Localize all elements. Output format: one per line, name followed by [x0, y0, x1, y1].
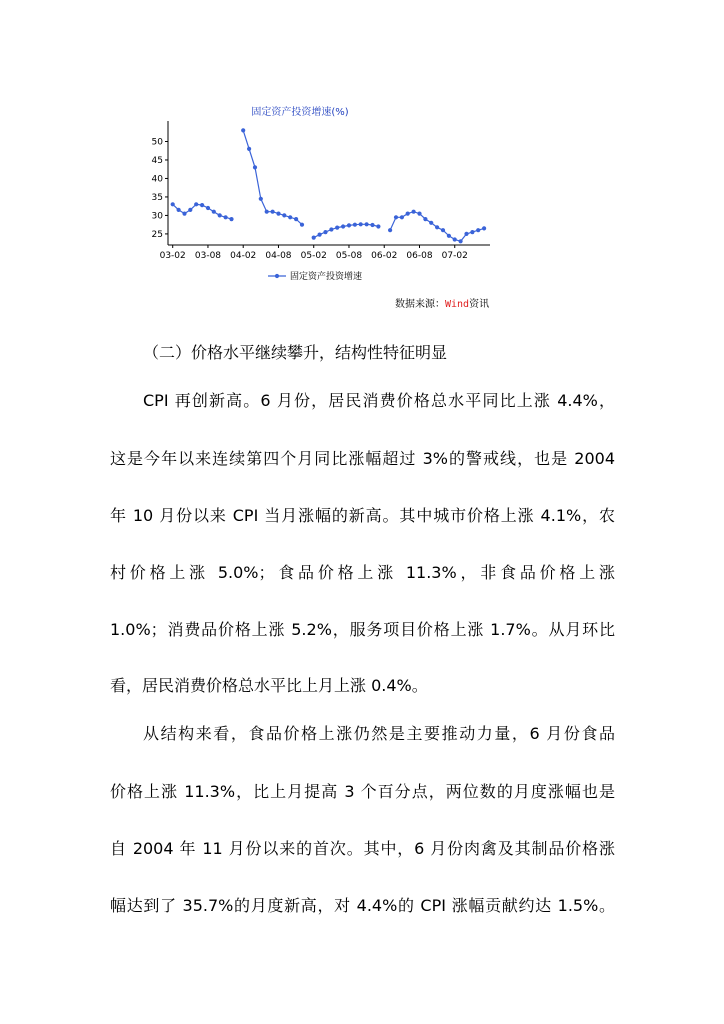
paragraph-1-line-2: 这是今年以来连续第四个月同比涨幅超过 3%的警戒线，也是 2004 — [110, 449, 615, 468]
data-point — [218, 213, 222, 217]
data-point — [359, 222, 363, 226]
data-point — [288, 215, 292, 219]
data-point — [229, 217, 233, 221]
data-point — [182, 212, 186, 216]
data-point — [329, 227, 333, 231]
data-point — [476, 228, 480, 232]
y-tick-label: 45 — [151, 155, 163, 166]
y-tick-label: 40 — [151, 174, 163, 185]
data-point — [417, 212, 421, 216]
data-point — [406, 212, 410, 216]
legend-marker — [275, 274, 279, 278]
source-suffix: 资讯 — [469, 299, 490, 310]
data-point — [412, 210, 416, 214]
data-point — [171, 202, 175, 206]
x-tick-label: 07-02 — [441, 251, 468, 261]
data-point — [224, 215, 228, 219]
series-line — [314, 224, 379, 237]
data-point — [341, 224, 345, 228]
data-point — [265, 210, 269, 214]
y-tick-label: 25 — [151, 229, 163, 240]
data-point — [177, 208, 181, 212]
x-tick-label: 05-08 — [335, 251, 363, 261]
data-point — [312, 236, 316, 240]
data-point — [259, 197, 263, 201]
chart-figure — [110, 95, 510, 315]
data-point — [394, 215, 398, 219]
data-point — [370, 223, 374, 227]
x-tick-label: 06-02 — [371, 251, 398, 261]
chart-title: 固定资产投资增速(%) — [251, 107, 349, 118]
data-point — [347, 223, 351, 227]
data-point — [459, 239, 463, 243]
data-point — [194, 202, 198, 206]
paragraph-1-line-6: 看，居民消费价格总水平比上月上涨 0.4%。 — [110, 676, 428, 695]
data-point — [376, 224, 380, 228]
source-prefix: 数据来源： — [395, 299, 445, 310]
paragraph-1-line-1: CPI 再创新高。6 月份，居民消费价格总水平同比上涨 4.4%， — [143, 391, 615, 410]
x-tick-label: 03-08 — [194, 251, 222, 261]
data-point — [206, 206, 210, 210]
data-point — [423, 217, 427, 221]
paragraph-2-line-4: 幅达到了 35.7%的月度新高，对 4.4%的 CPI 涨幅贡献约达 1.5%。 — [110, 896, 615, 915]
x-tick-label: 04-02 — [230, 251, 257, 261]
data-point — [482, 226, 486, 230]
data-point — [453, 237, 457, 241]
data-point — [318, 233, 322, 237]
data-point — [200, 203, 204, 207]
y-tick-label: 35 — [151, 192, 163, 203]
data-point — [253, 165, 257, 169]
chart-svg — [110, 95, 510, 315]
data-point — [212, 210, 216, 214]
data-point — [470, 230, 474, 234]
data-point — [241, 128, 245, 132]
x-tick-label: 04-08 — [265, 251, 292, 261]
paragraph-2-line-3: 自 2004 年 11 月份以来的首次。其中，6 月份肉禽及其制品价格涨 — [110, 839, 615, 858]
paragraph-2-line-2: 价格上涨 11.3%，比上月提高 3 个百分点，两位数的月度涨幅也是 — [110, 782, 615, 801]
data-point — [429, 221, 433, 225]
data-point — [400, 215, 404, 219]
source-brand: Wind — [445, 299, 470, 310]
data-point — [276, 212, 280, 216]
data-point — [353, 223, 357, 227]
x-tick-label: 03-02 — [159, 251, 186, 261]
data-point — [435, 225, 439, 229]
data-point — [294, 217, 298, 221]
x-tick-label: 06-08 — [406, 251, 433, 261]
data-point — [282, 213, 286, 217]
y-tick-label: 30 — [151, 211, 163, 222]
data-point — [271, 210, 275, 214]
paragraph-1-line-3: 年 10 月份以来 CPI 当月涨幅的新高。其中城市价格上涨 4.1%，农 — [110, 506, 615, 525]
data-point — [300, 223, 304, 227]
y-tick-label: 50 — [151, 137, 163, 148]
data-point — [447, 234, 451, 238]
data-point — [441, 228, 445, 232]
legend-label: 固定资产投资增速 — [290, 272, 363, 282]
section-heading: （二）价格水平继续攀升，结构性特征明显 — [143, 343, 448, 362]
data-point — [388, 228, 392, 232]
data-point — [464, 232, 468, 236]
x-tick-label: 05-02 — [300, 251, 327, 261]
data-point — [247, 147, 251, 151]
data-source — [395, 295, 489, 310]
data-point — [365, 222, 369, 226]
data-point — [188, 208, 192, 212]
data-point — [335, 226, 339, 230]
paragraph-1-line-5: 1.0%；消费品价格上涨 5.2%，服务项目价格上涨 1.7%。从月环比 — [110, 620, 615, 639]
paragraph-2-line-1: 从结构来看，食品价格上涨仍然是主要推动力量，6 月份食品 — [143, 724, 615, 743]
data-point — [323, 230, 327, 234]
paragraph-1-line-4: 村价格上涨 5.0%；食品价格上涨 11.3%，非食品价格上涨 — [110, 563, 615, 582]
